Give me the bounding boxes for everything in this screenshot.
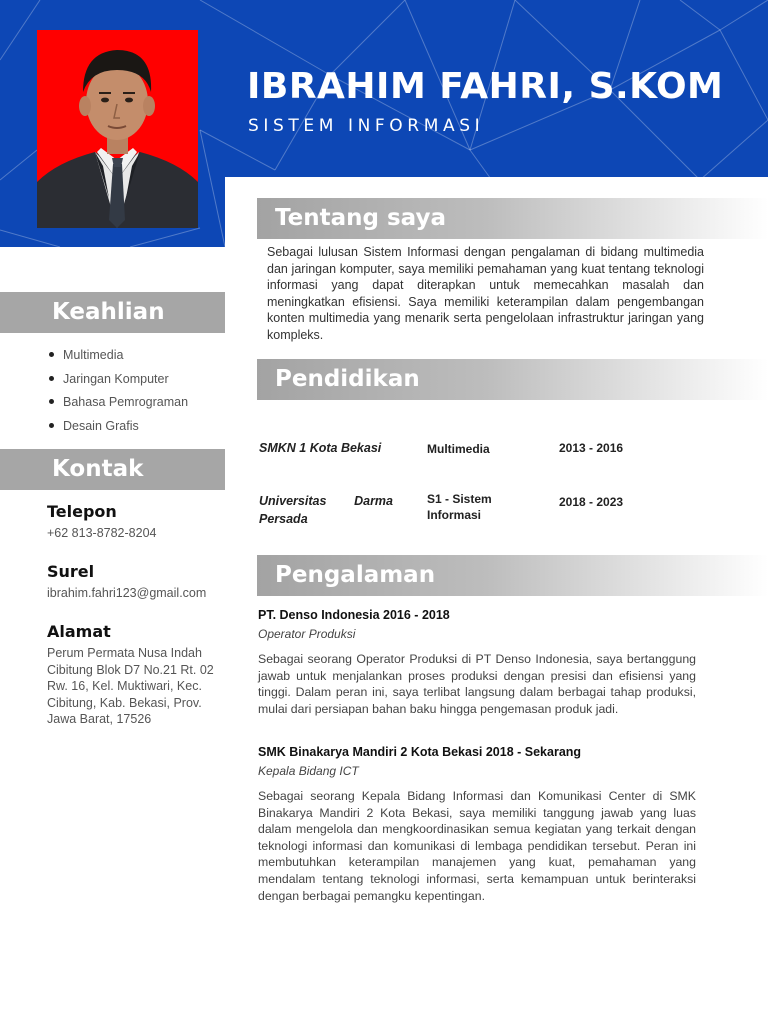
email-label: Surel [47, 562, 95, 581]
skill-item: Bahasa Pemrograman [47, 393, 188, 417]
education-school: Universitas Darma Persada [259, 494, 393, 526]
education-heading: Pendidikan [257, 359, 768, 400]
education-years: 2013 - 2016 [559, 441, 624, 455]
candidate-title: SISTEM INFORMASI [248, 116, 485, 136]
candidate-name: IBRAHIM FAHRI, S.KOM [247, 66, 724, 107]
education-years: 2018 - 2023 [559, 495, 624, 509]
job-description: Sebagai seorang Operator Produksi di PT Denso Indonesia, saya bertanggung jawab untuk menjalankan proses produksi dengan presisi dan efisiensi yang tinggi. Dalam peran ini, saya terlibat langsung dalam berbagai tahap produksi, mulai dari persiapan bahan baku hingga pengemasan produk jadi. [258, 652, 696, 716]
job-role: Kepala Bidang ICT [258, 764, 359, 778]
education-school: SMKN 1 Kota Bekasi [259, 441, 382, 455]
contact-heading: Kontak [0, 449, 225, 490]
phone-value: +62 813-8782-8204 [47, 526, 157, 540]
about-text: Sebagai lulusan Sistem Informasi dengan pengalaman di bidang multimedia dan jaringan komputer, saya memiliki pemahaman yang kuat tentang teknologi informasi yang dapat diterapkan untuk memecahkan masalah dan meningkatkan efisiensi. Saya memiliki keterampilan dalam pengembangan konten multimedia yang menarik serta pengelolaan infrastruktur jaringan yang kompleks. [267, 245, 704, 342]
skill-item: Multimedia [47, 346, 188, 370]
address-value: Perum Permata Nusa Indah Cibitung Blok D7 No.21 Rt. 02 Rw. 16, Kel. Muktiwari, Kec. Cibitung, Kab. Bekasi, Prov. Jawa Barat, 17526 [47, 646, 214, 726]
skills-heading: Keahlian [0, 292, 225, 333]
skills-list [47, 346, 188, 440]
education-major: Multimedia [427, 442, 490, 456]
phone-label: Telepon [47, 502, 117, 521]
job-role: Operator Produksi [258, 627, 356, 641]
education-major: S1 - Sistem Informasi [427, 492, 492, 522]
job-title: SMK Binakarya Mandiri 2 Kota Bekasi 2018 - Sekarang [258, 745, 582, 759]
experience-heading: Pengalaman [257, 555, 768, 596]
job-description: Sebagai seorang Kepala Bidang Informasi dan Komunikasi Center di SMK Binakarya Mandiri 2 Kota Bekasi, saya memiliki tanggung jawab yang luas dalam mengelola dan mengkoordinasikan semua kegiatan yang terkait dengan teknologi informasi dan komunikasi di lembaga pendidikan tersebut. Peran ini membutuhkan keterampilan manajemen yang kuat, pemahaman yang mendalam tentang teknologi informasi, serta kemampuan untuk berinteraksi dengan berbagai pemangku kepentingan. [258, 789, 696, 903]
address-label: Alamat [47, 622, 111, 641]
about-heading: Tentang saya [257, 198, 768, 239]
job-title: PT. Denso Indonesia 2016 - 2018 [258, 608, 450, 622]
email-value: ibrahim.fahri123@gmail.com [47, 586, 207, 600]
skill-item: Desain Grafis [47, 417, 188, 441]
skill-item: Jaringan Komputer [47, 370, 188, 394]
profile-photo [37, 30, 198, 228]
portrait-illustration [37, 30, 198, 228]
